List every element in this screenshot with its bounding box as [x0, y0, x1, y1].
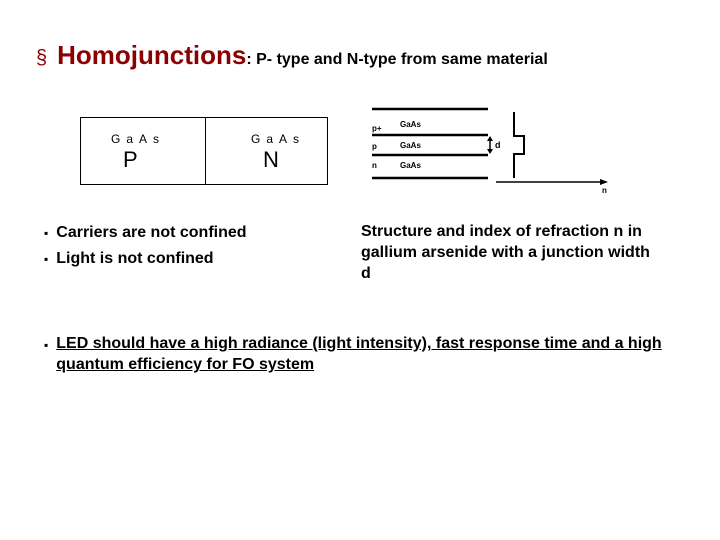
- axis-label-n: n: [602, 186, 607, 194]
- bullet-light-text: Light is not confined: [56, 250, 214, 267]
- junction-divider: [205, 118, 206, 184]
- layer-label-n: n: [372, 161, 377, 170]
- layer-label-p: p: [372, 142, 377, 151]
- diagram-caption: Structure and index of refraction n in gallium arsenide with a junction width d: [361, 223, 650, 282]
- material-label-2: GaAs: [400, 141, 421, 150]
- left-material-label: GaAs: [111, 132, 166, 146]
- confinement-bullets: [44, 224, 247, 276]
- thickness-label: d: [495, 140, 501, 150]
- title-subtitle: : P- type and N-type from same material: [246, 51, 548, 68]
- slide-title: [36, 40, 548, 71]
- right-type-label: N: [263, 147, 279, 172]
- left-type-label: P: [123, 147, 138, 172]
- led-bullet-text: LED should have a high radiance (light intensity), fast response time and a high quantum efficiency for FO system: [56, 335, 662, 373]
- refraction-index-diagram: [364, 102, 614, 194]
- material-label-3: GaAs: [400, 161, 421, 170]
- bullet-light: ▪ Light is not confined: [44, 250, 214, 267]
- led-bullet: ▪ LED should have a high radiance (light intensity), fast response time and a high quantum efficiency for FO system: [44, 333, 664, 375]
- index-profile: [514, 112, 524, 178]
- title-bullet: §: [36, 47, 48, 69]
- title-main: Homojunctions: [57, 40, 247, 70]
- right-material-label: GaAs: [251, 132, 306, 146]
- pn-junction-box: [80, 117, 328, 185]
- material-label-1: GaAs: [400, 120, 421, 129]
- bullet-carriers-text: Carriers are not confined: [56, 224, 247, 241]
- bullet-carriers: ▪ Carriers are not confined: [44, 224, 247, 241]
- layer-label-p-plus: p+: [372, 124, 382, 133]
